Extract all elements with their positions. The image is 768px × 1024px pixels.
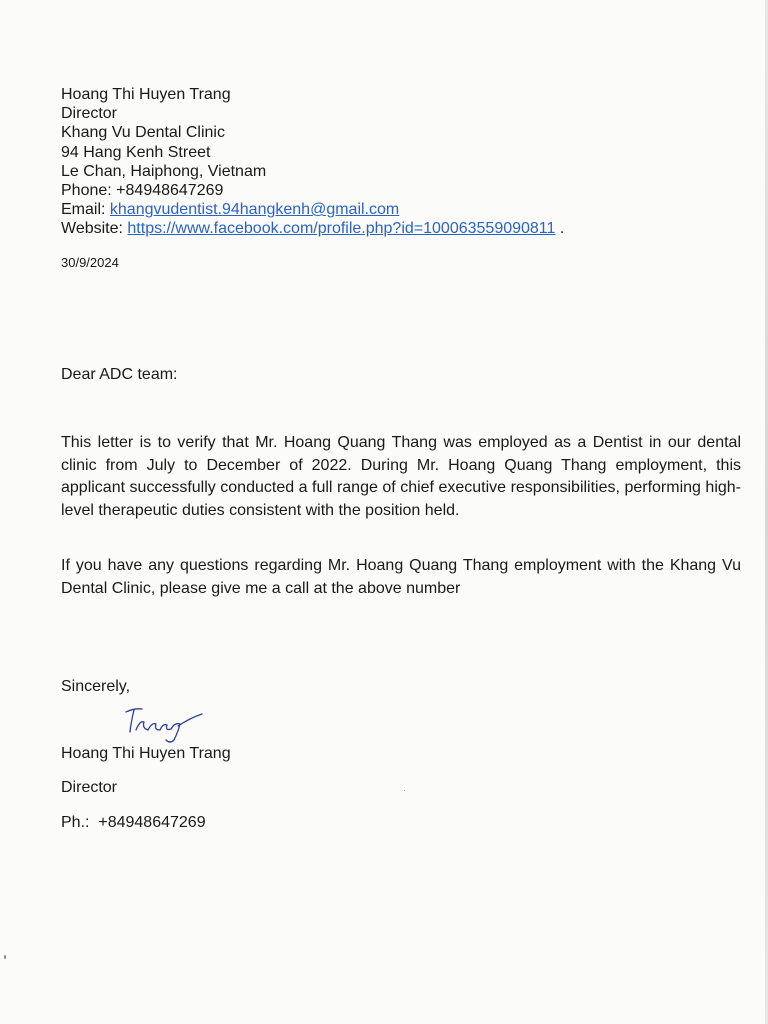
sender-name: Hoang Thi Huyen Trang: [61, 86, 231, 103]
scan-speck: [404, 790, 405, 791]
signer-phone-label: Ph.:: [61, 814, 90, 831]
sender-street: 94 Hang Kenh Street: [61, 143, 211, 161]
signer-phone-line: [61, 814, 206, 832]
body-paragraph-1: This letter is to verify that Mr. Hoang Quang Thang was employed as a Dentist in our dental clinic from July to December of 2022. During Mr. Hoang Quang Thang employment, this applicant successfully conducted a full range of chief executive responsibilities, performing high-level therapeutic duties consistent with the position held.: [61, 434, 741, 519]
signer-phone: +84948647269: [98, 814, 206, 831]
letter-date: 30/9/2024: [61, 255, 119, 270]
sender-website-link[interactable]: https://www.facebook.com/profile.php?id=100063559090811: [127, 220, 556, 238]
sender-website-suffix: .: [559, 220, 565, 238]
sender-email-line: [61, 200, 564, 219]
sender-website-line: [61, 219, 564, 238]
valediction: Sincerely,: [61, 678, 131, 695]
signer-name: Hoang Thi Huyen Trang: [61, 745, 231, 762]
sender-website-label: Website:: [61, 220, 123, 238]
sender-title: Director: [61, 105, 118, 123]
sender-email-label: Email:: [61, 201, 106, 219]
handwritten-signature: [118, 700, 218, 750]
sender-email-link[interactable]: khangvudentist.94hangkenh@gmail.com: [109, 201, 400, 219]
body-paragraph-2: If you have any questions regarding Mr. Hoang Quang Thang employment with the Khang Vu Dental Clinic, please give me a call at the above number: [61, 557, 741, 597]
sender-phone-line: [61, 181, 564, 200]
salutation: Dear ADC team:: [61, 366, 178, 383]
sender-block: [61, 85, 564, 239]
scan-speck: [4, 955, 6, 959]
sender-phone-label: Phone:: [61, 182, 112, 200]
sender-clinic: Khang Vu Dental Clinic: [61, 124, 225, 142]
sender-city: Le Chan, Haiphong, Vietnam: [61, 162, 267, 180]
signer-title: Director: [61, 779, 118, 796]
sender-phone: +84948647269: [116, 182, 224, 200]
